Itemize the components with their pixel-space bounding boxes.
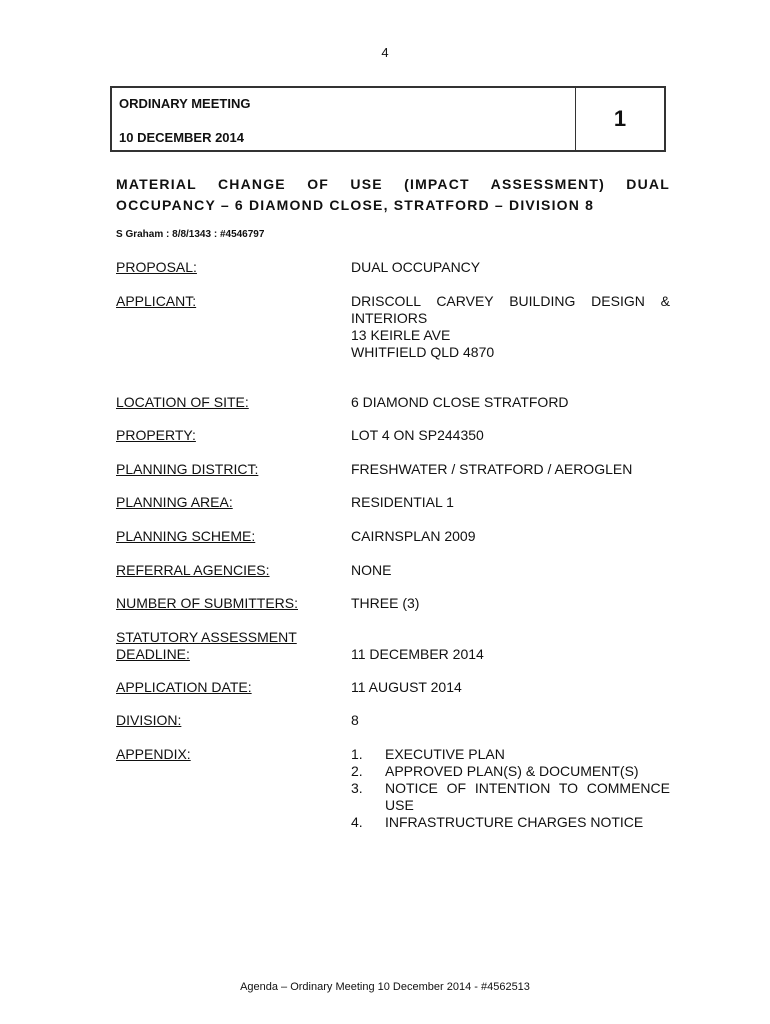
deadline-label-line1: STATUTORY ASSESSMENT (116, 629, 297, 645)
field-value: 11 DECEMBER 2014 (351, 646, 484, 662)
applicant-street: 13 KEIRLE AVE (351, 327, 451, 343)
field-label: LOCATION OF SITE: (116, 394, 249, 410)
field-label: PROPOSAL: (116, 259, 197, 275)
field-label: NUMBER OF SUBMITTERS: (116, 595, 299, 611)
page-number: 4 (381, 45, 389, 60)
field-value: RESIDENTIAL 1 (351, 494, 454, 510)
field-value: NONE (351, 562, 392, 578)
appendix-item (351, 763, 670, 780)
field-value: THREE (3) (351, 595, 420, 611)
field-value: 11 AUGUST 2014 (351, 679, 462, 695)
appendix-item-number: 1. (351, 746, 363, 762)
field-label: APPLICANT: (116, 293, 197, 309)
field-value: LOT 4 ON SP244350 (351, 427, 484, 443)
appendix-item-text: EXECUTIVE PLAN (385, 746, 505, 762)
field-label: APPLICATION DATE: (116, 679, 252, 695)
meeting-header-box (110, 86, 666, 152)
meeting-date: 10 DECEMBER 2014 (119, 130, 244, 145)
item-number: 1 (575, 88, 664, 150)
appendix-item (351, 780, 670, 814)
appendix-item-number: 2. (351, 763, 363, 779)
field-value: 6 DIAMOND CLOSE STRATFORD (351, 394, 569, 410)
appendix-item-number: 3. (351, 780, 363, 796)
appendix-item (351, 814, 670, 831)
appendix-list (351, 746, 670, 831)
author-reference: S Graham : 8/8/1343 : #4546797 (116, 229, 265, 240)
applicant-suburb: WHITFIELD QLD 4870 (351, 344, 495, 360)
field-label: REFERRAL AGENCIES: (116, 562, 270, 578)
appendix-item-text: APPROVED PLAN(S) & DOCUMENT(S) (385, 763, 639, 779)
page-footer: Agenda – Ordinary Meeting 10 December 2014 - #4562513 (240, 981, 530, 993)
meeting-info (112, 88, 575, 150)
field-value: 8 (351, 712, 359, 728)
applicant-details (351, 293, 670, 361)
appendix-item-text: NOTICE OF INTENTION TO COMMENCE USE (385, 780, 670, 813)
deadline-label-line2: DEADLINE: (116, 646, 190, 662)
field-value: FRESHWATER / STRATFORD / AEROGLEN (351, 461, 633, 477)
report-title: MATERIAL CHANGE OF USE (IMPACT ASSESSMENT) DUAL OCCUPANCY – 6 DIAMOND CLOSE, STRATFORD – DIVISION 8 (116, 176, 670, 213)
appendix-item-number: 4. (351, 814, 363, 830)
appendix-item (351, 746, 670, 763)
field-label: PLANNING SCHEME: (116, 528, 256, 544)
field-value: CAIRNSPLAN 2009 (351, 528, 476, 544)
field-label: PLANNING AREA: (116, 494, 233, 510)
field-label: PLANNING DISTRICT: (116, 461, 259, 477)
field-value: DUAL OCCUPANCY (351, 259, 481, 275)
field-label: DIVISION: (116, 712, 182, 728)
applicant-name: DRISCOLL CARVEY BUILDING DESIGN & INTERIORS (351, 293, 670, 326)
field-label: APPENDIX: (116, 746, 191, 762)
field-label: PROPERTY: (116, 427, 196, 443)
appendix-item-text: INFRASTRUCTURE CHARGES NOTICE (385, 814, 644, 830)
meeting-name: ORDINARY MEETING (119, 96, 251, 111)
field-label (116, 629, 336, 663)
